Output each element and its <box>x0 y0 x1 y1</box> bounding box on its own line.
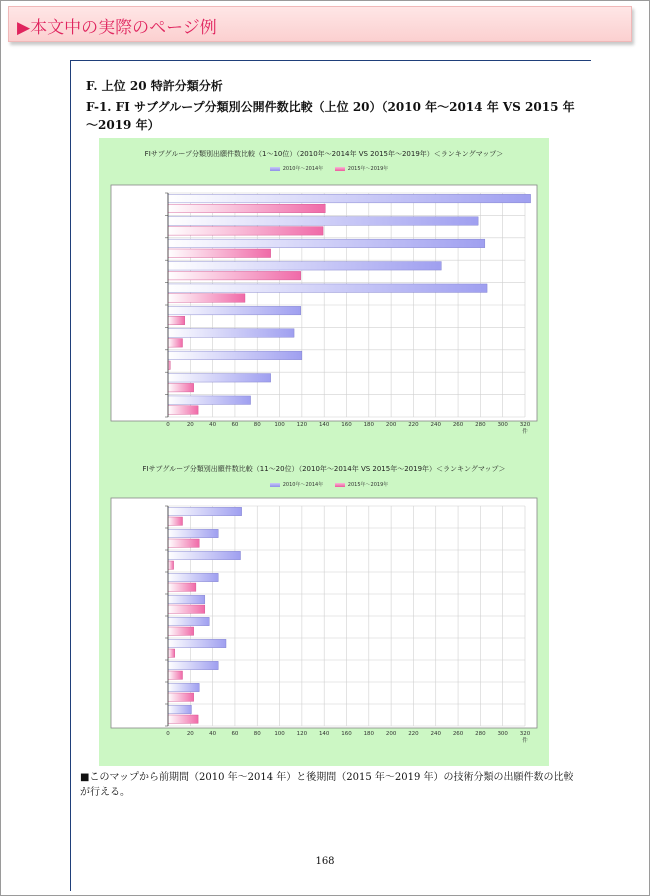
chart1-legend <box>99 165 549 172</box>
chart1-x-tick-label: 240 <box>430 422 441 428</box>
chart1-legend-item-1: 2010年～2014年 <box>282 166 324 172</box>
chart2-bar-period2 <box>168 583 196 591</box>
chart2-x-tick-label: 160 <box>341 731 352 737</box>
chart1-bar-period2 <box>168 316 185 325</box>
chart1-x-tick-label: 280 <box>475 422 486 428</box>
chart2-bar-period1 <box>168 617 209 625</box>
chart2-bar-period1 <box>168 529 218 537</box>
chart1-x-tick-label: 200 <box>385 422 397 428</box>
chart2-x-tick-label: 120 <box>296 731 308 737</box>
chart1-x-tick-label: 320 <box>519 422 531 428</box>
chart2-bar-period1 <box>168 639 226 647</box>
chart2-x-tick-label: 140 <box>318 731 330 737</box>
chart2-x-tick-label: 60 <box>231 731 239 737</box>
chart2-bar-period1 <box>168 551 241 559</box>
chart1-bar-period2 <box>168 294 245 303</box>
banner-title: ▶本文中の実際のページ例 <box>17 18 217 38</box>
chart1-bar-period1 <box>168 194 531 203</box>
chart2-x-tick-label: 20 <box>186 731 194 737</box>
chart1-bar-period1 <box>168 217 478 226</box>
legend-swatch-period2 <box>335 483 345 487</box>
chart2-x-tick-label: 240 <box>430 731 441 737</box>
chart2-x-tick-label: 40 <box>209 731 217 737</box>
chart1-bar-period1 <box>168 329 294 338</box>
chart1-x-tick-label: 80 <box>253 422 261 428</box>
chart1-title: FIサブグループ分類別出願件数比較（1～10位）（2010年～2014年 VS 2015年～2019年）＜ランキングマップ＞ <box>144 150 504 158</box>
legend-swatch-period1 <box>270 167 280 171</box>
chart1-bar-period2 <box>168 204 325 213</box>
chart2-bar-period2 <box>168 605 205 613</box>
chart1-bar-period2 <box>168 227 323 236</box>
chart2-legend <box>99 481 549 488</box>
chart2-x-tick-label: 100 <box>274 731 285 737</box>
chart1-bar-period2 <box>168 271 301 280</box>
chart1-x-axis-unit: 件 <box>522 429 528 435</box>
chart1-x-tick-label: 300 <box>497 422 508 428</box>
chart2-bar-period2 <box>168 627 194 635</box>
chart1-bar-period1 <box>168 374 271 383</box>
chart-panel <box>99 138 549 766</box>
chart2-x-tick-label: 220 <box>408 731 419 737</box>
chart1-x-tick-label: 140 <box>318 422 330 428</box>
chart2-bar-period2 <box>168 649 175 657</box>
chart2-x-tick-label: 300 <box>497 731 508 737</box>
chart2-bar-period2 <box>168 693 194 701</box>
legend-swatch-period2 <box>335 167 345 171</box>
chart1-bar-period2 <box>168 249 271 258</box>
chart1-x-tick-label: 220 <box>408 422 419 428</box>
chart1-x-tick-label: 260 <box>452 422 464 428</box>
chart2-bar-period1 <box>168 507 242 515</box>
chart2-title: FIサブグループ分類別出願件数比較（11～20位）（2010年～2014年 VS 2015年～2019年）＜ランキングマップ＞ <box>142 465 506 473</box>
chart1-x-tick-label: 100 <box>274 422 285 428</box>
chart1-x-tick-label: 0 <box>166 422 170 428</box>
chart1-bar-period1 <box>168 396 251 405</box>
chart1-bar-period1 <box>168 239 485 248</box>
chart1-bar-period1 <box>168 284 487 293</box>
page-number: 168 <box>315 856 335 867</box>
chart2-svg <box>99 496 549 766</box>
note-text: ■このマップから前期間（2010 年～2014 年）と後期間（2015 年～2019 年）の技術分類の出願件数の比較が行える。 <box>80 772 574 798</box>
chart2-x-tick-label: 80 <box>253 731 261 737</box>
chart1-bar-period1 <box>168 306 301 315</box>
section-heading: F. 上位 20 特許分類分析 <box>86 79 223 93</box>
section-subheading: F-1. FI サブグループ分類別公開件数比較（上位 20）（2010 年～2014 年 VS 2015 年～2019 年） <box>86 100 575 132</box>
chart1-x-tick-label: 60 <box>231 422 239 428</box>
chart2-bar-period2 <box>168 517 183 525</box>
chart2-bar-period1 <box>168 595 205 603</box>
chart2-bar-period2 <box>168 539 199 547</box>
chart2-legend-item-1: 2010年～2014年 <box>282 482 324 488</box>
chart2-x-tick-label: 200 <box>385 731 397 737</box>
chart1-bar-period1 <box>168 262 441 271</box>
chart1-bar-period2 <box>168 383 194 392</box>
chart2-x-tick-label: 320 <box>519 731 531 737</box>
chart2-legend-item-2: 2015年～2019年 <box>347 482 389 488</box>
chart2-bar-period2 <box>168 715 198 723</box>
title-banner <box>8 6 632 42</box>
chart1-svg <box>99 183 549 483</box>
legend-swatch-period1 <box>270 483 280 487</box>
chart2-x-tick-label: 0 <box>166 731 170 737</box>
chart2-x-axis-unit: 件 <box>522 738 528 744</box>
chart1-x-tick-label: 40 <box>209 422 217 428</box>
chart1-bar-period2 <box>168 406 198 415</box>
chart1-x-tick-label: 120 <box>296 422 308 428</box>
chart2-x-tick-label: 260 <box>452 731 464 737</box>
chart1-x-tick-label: 20 <box>186 422 194 428</box>
chart1-x-tick-label: 160 <box>341 422 352 428</box>
chart2-x-tick-label: 280 <box>475 731 486 737</box>
chart2-bar-period1 <box>168 705 191 713</box>
chart1-x-tick-label: 180 <box>363 422 375 428</box>
chart2-x-tick-label: 180 <box>363 731 375 737</box>
chart2-bar-period1 <box>168 661 218 669</box>
chart2-bar-period1 <box>168 683 199 691</box>
chart1-bar-period1 <box>168 351 302 360</box>
chart1-legend-item-2: 2015年～2019年 <box>347 166 389 172</box>
chart2-bar-period2 <box>168 671 183 679</box>
chart2-bar-period2 <box>168 561 174 569</box>
chart2-bar-period1 <box>168 573 218 581</box>
chart1-bar-period2 <box>168 339 183 348</box>
